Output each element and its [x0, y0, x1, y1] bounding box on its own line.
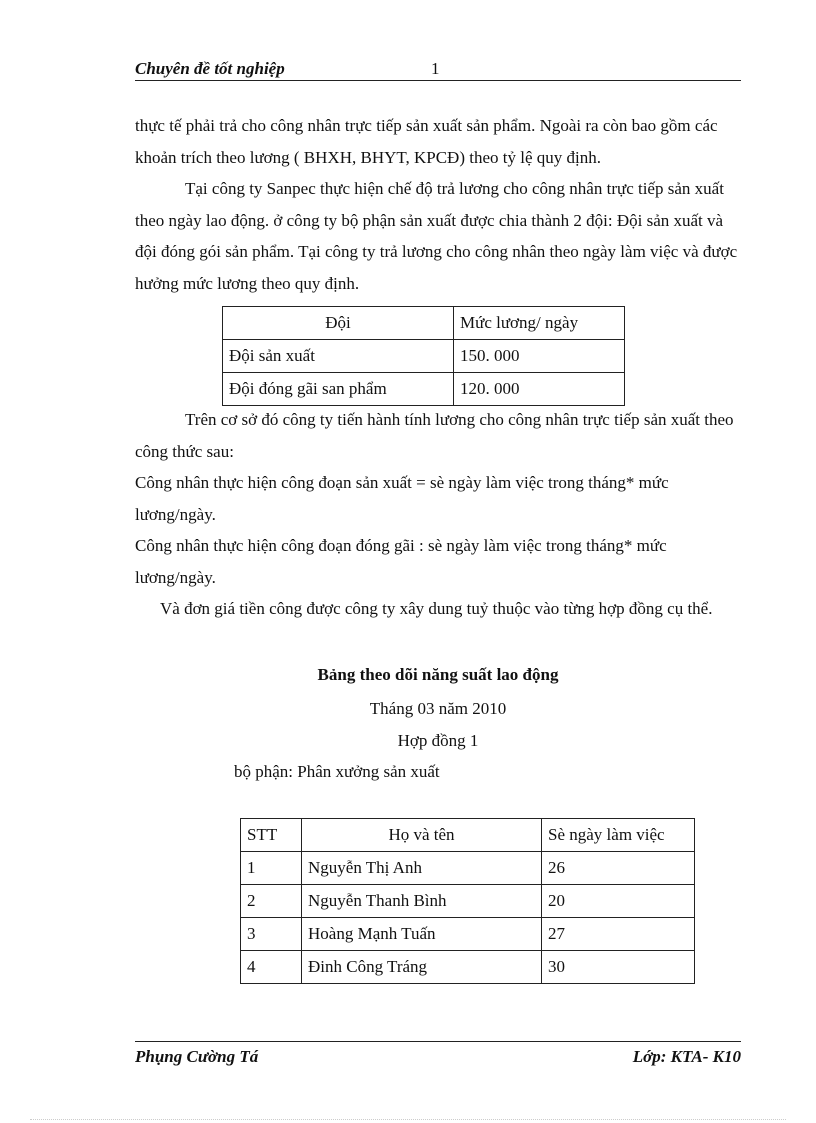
footer-author: Phụng Cường Tá	[135, 1047, 259, 1066]
table-row	[223, 373, 625, 406]
table-cell: 150. 000	[454, 340, 625, 373]
report-title: Bảng theo dõi năng suất lao động	[317, 665, 559, 684]
page-edge-divider	[30, 1119, 786, 1120]
table-cell: 1	[241, 852, 302, 885]
table-row	[241, 885, 695, 918]
productivity-table	[240, 818, 695, 984]
table-cell: Nguyễn Thị Anh	[302, 852, 542, 885]
paragraph-5: Công nhân thực hiện công đoạn đóng gãi : sè ngày làm việc trong tháng* mức lương/ngày.	[135, 536, 667, 587]
header-cell: Sè ngày làm việc	[542, 819, 695, 852]
table-cell: 27	[542, 918, 695, 951]
report-contract: Hợp đồng 1	[397, 731, 479, 750]
table-row	[241, 852, 695, 885]
header-cell: Họ và tên	[302, 819, 542, 852]
page-number: 1	[431, 59, 440, 78]
table-cell: 2	[241, 885, 302, 918]
header-cell: Đội	[223, 307, 454, 340]
table-cell: 20	[542, 885, 695, 918]
table-cell: Hoàng Mạnh Tuấn	[302, 918, 542, 951]
footer-class: Lớp: KTA- K10	[632, 1047, 741, 1066]
table-cell: 26	[542, 852, 695, 885]
table-cell: Nguyễn Thanh Bình	[302, 885, 542, 918]
table-cell: 120. 000	[454, 373, 625, 406]
table-row	[241, 918, 695, 951]
page-footer	[135, 1041, 741, 1072]
table-header-row	[223, 307, 625, 340]
page-header	[135, 56, 741, 81]
paragraph-2: Tại công ty Sanpec thực hiện chế độ trả lương cho công nhân trực tiếp sản xuất theo ngày lao động. ở công ty bộ phận sản xuất được chia thành 2 đội: Đội sản xuất và đội đóng gói sản phẩm. Tại công ty trả lương cho công nhân theo ngày làm việc và được hưởng mức lương theo quy định.	[135, 179, 738, 293]
header-cell: STT	[241, 819, 302, 852]
header-title: Chuyên đề tốt nghiệp	[135, 59, 285, 78]
table-cell: Đội sản xuất	[223, 340, 454, 373]
table-header-row	[241, 819, 695, 852]
body-text-2	[135, 404, 741, 625]
table-row	[223, 340, 625, 373]
table-cell: Đội đóng gãi san phẩm	[223, 373, 454, 406]
paragraph-3: Trên cơ sở đó công ty tiến hành tính lương cho công nhân trực tiếp sản xuất theo công thức sau:	[135, 410, 734, 461]
paragraph-4: Công nhân thực hiện công đoạn sản xuất = sè ngày làm việc trong tháng* mức lương/ngày.	[135, 473, 669, 524]
header-cell: Mức lương/ ngày	[454, 307, 625, 340]
table-cell: Đinh Công Tráng	[302, 951, 542, 984]
paragraph-6: Và đơn giá tiền công được công ty xây dung tuỷ thuộc vào từng hợp đồng cụ thể.	[160, 599, 713, 618]
paragraph-1: thực tế phải trả cho công nhân trực tiếp sản xuất sản phẩm. Ngoài ra còn bao gồm các khoản trích theo lương ( BHXH, BHYT, KPCĐ) theo tỷ lệ quy định.	[135, 116, 718, 167]
body-text	[135, 110, 741, 299]
wage-table	[222, 306, 625, 406]
table-cell: 4	[241, 951, 302, 984]
table-cell: 30	[542, 951, 695, 984]
table-cell: 3	[241, 918, 302, 951]
table-row	[241, 951, 695, 984]
report-department: bộ phận: Phân xưởng sản xuất	[234, 762, 440, 781]
report-month: Tháng 03 năm 2010	[369, 699, 507, 718]
